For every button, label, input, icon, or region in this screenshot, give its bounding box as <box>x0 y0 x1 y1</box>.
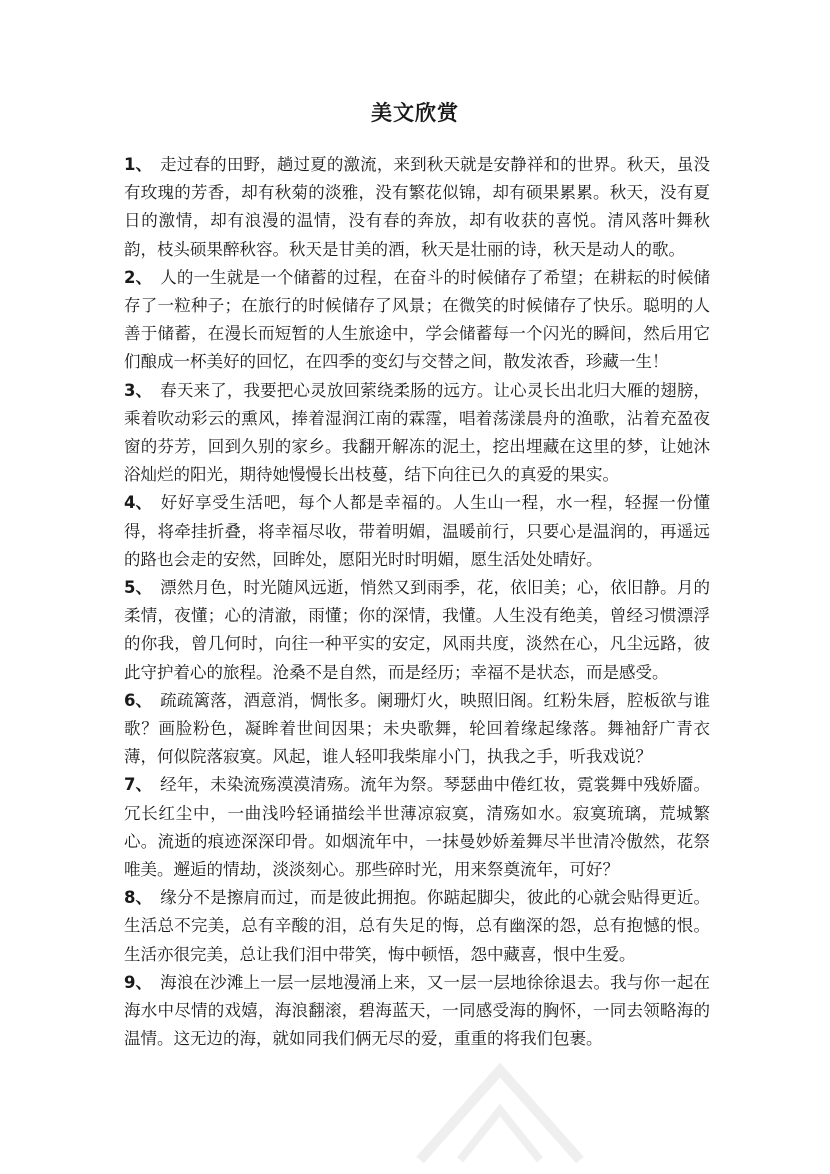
paragraph-number: 9、 <box>124 972 152 992</box>
paragraph-1 <box>124 151 710 264</box>
paragraph-text: 疏疏篱落，酒意消，惆怅多。阑珊灯火，映照旧阁。红粉朱唇，腔板欲与谁歌？画脸粉色，凝眸着世间因果；未央歌舞，轮回着缘起缘落。舞袖舒广青衣薄，何似院落寂寞。风起，谁人轻叩我柴扉小门，执我之手，听我戏说？ <box>124 690 710 767</box>
paragraph-text: 春天来了，我要把心灵放回萦绕柔肠的远方。让心灵长出北归大雁的翅膀，乘着吹动彩云的熏风，捧着湿润江南的霖霪，唱着荡漾晨舟的渔歌，沾着充盈夜窗的芬芳，回到久别的家乡。我翻开解冻的泥土，挖出埋藏在这里的梦，让她沐浴灿烂的阳光，期待她慢慢长出枝蔓，结下向往已久的真爱的果实。 <box>124 380 710 485</box>
paragraph-4 <box>124 489 710 574</box>
paragraph-number: 4、 <box>124 493 152 513</box>
paragraph-9 <box>124 969 710 1054</box>
page-title: 美文欣赏 <box>371 100 459 125</box>
paragraph-number: 7、 <box>124 775 152 795</box>
paragraph-5 <box>124 574 710 687</box>
paragraph-text: 缘分不是擦肩而过，而是彼此拥抱。你踮起脚尖，彼此的心就会贴得更近。生活总不完美，总有辛酸的泪，总有失足的悔，总有幽深的怨，总有抱憾的恨。生活亦很完美，总让我们泪中带笑，悔中顿悟，怨中藏喜，恨中生爱。 <box>124 888 710 964</box>
paragraph-number: 3、 <box>124 380 152 400</box>
watermark-icon <box>400 1050 600 1170</box>
paragraph-text: 漂然月色，时光随风远逝，悄然又到雨季，花，依旧美；心，依旧静。月的柔情，夜懂；心的清澈，雨懂；你的深情，我懂。人生没有绝美，曾经习惯漂浮的你我，曾几何时，向往一种平实的安定，风雨共度，淡然在心，凡尘远路，彼此守护着心的旅程。沧桑不是自然，而是经历；幸福不是状态，而是感受。 <box>124 578 710 682</box>
paragraph-number: 8、 <box>124 888 152 908</box>
paragraph-number: 1、 <box>124 155 152 174</box>
paragraph-text: 经年，未染流殇漠漠清殇。流年为祭。琴瑟曲中倦红妆，霓裳舞中残娇靥。冗长红尘中，一曲浅吟轻诵描绘半世薄凉寂寞，清殇如水。寂寞琉璃，荒城繁心。流逝的痕迹深深印骨。如烟流年中，一抹曼妙娇羞舞尽半世清冷傲然，花祭唯美。邂逅的情劫，淡淡刻心。那些碎时光，用来祭奠流年，可好？ <box>124 775 710 880</box>
paragraph-text: 海浪在沙滩上一层一层地漫涌上来，又一层一层地徐徐退去。我与你一起在海水中尽情的戏嬉，海浪翻滚，碧海蓝天，一同感受海的胸怀，一同去领略海的温情。这无边的海，就如同我们俩无尽的爱，重重的将我们包裹。 <box>124 972 710 1049</box>
paragraph-6 <box>124 687 710 772</box>
paragraph-text: 人的一生就是一个储蓄的过程，在奋斗的时候储存了希望；在耕耘的时候储存了一粒种子；在旅行的时候储存了风景；在微笑的时候储存了快乐。聪明的人善于储蓄，在漫长而短暂的人生旅途中，学会储蓄每一个闪光的瞬间，然后用它们酿成一杯美好的回忆，在四季的变幻与交替之间，散发浓香，珍藏一生！ <box>124 267 710 372</box>
paragraph-7 <box>124 771 710 884</box>
paragraph-3 <box>124 377 710 490</box>
paragraph-number: 2、 <box>124 267 152 287</box>
paragraph-text: 好好享受生活吧，每个人都是幸福的。人生山一程，水一程，轻握一份懂得，将牵挂折叠，将幸福尽收，带着明媚，温暖前行，只要心是温润的，再遥远的路也会走的安然，回眸处，愿阳光时时明媚，愿生活处处晴好。 <box>124 493 710 569</box>
paragraph-8 <box>124 884 710 969</box>
paragraph-number: 5、 <box>124 578 152 598</box>
article-body <box>124 151 710 1054</box>
paragraph-number: 6、 <box>124 690 152 710</box>
paragraph-text: 走过春的田野，趟过夏的激流，来到秋天就是安静祥和的世界。秋天，虽没有玫瑰的芳香，却有秋菊的淡雅，没有繁花似锦，却有硕果累累。秋天，没有夏日的激情，却有浪漫的温情，没有春的奔放，却有收获的喜悦。清风落叶舞秋韵，枝头硕果醉秋容。秋天是甘美的酒，秋天是壮丽的诗，秋天是动人的歌。 <box>124 155 710 259</box>
paragraph-2 <box>124 264 710 377</box>
